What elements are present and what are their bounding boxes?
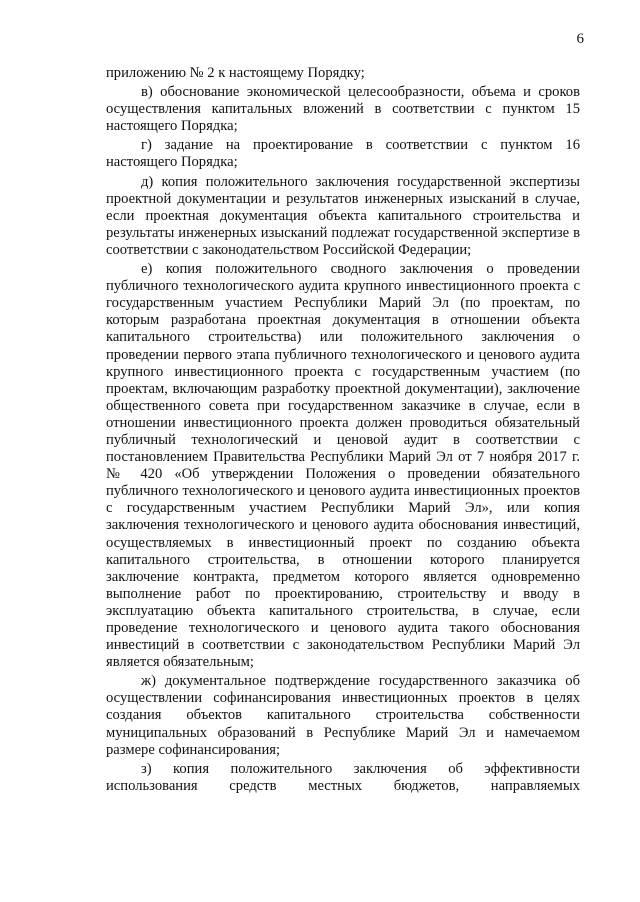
paragraph-item-zh: ж) документальное подтверждение государственного заказчика об осуществлении софинансирования инвестиционных проектов в целях создания объектов капитального строительства собственности муниципальных образований в Республике Марий Эл и намечаемом размере софинансирования; — [106, 673, 580, 758]
paragraph-continuation: приложению № 2 к настоящему Порядку; — [106, 65, 365, 81]
page-number: 6 — [576, 31, 584, 47]
paragraph-item-d: д) копия положительного заключения государственной экспертизы проектной документации и результатов инженерных изысканий в случае, если проектная документация объекта капитального строительства и результаты инженерных изысканий подлежат государственной экспертизе в соответствии с законодательством Российской Федерации; — [106, 173, 580, 258]
document-body — [106, 65, 580, 797]
paragraph-item-g: г) задание на проектирование в соответствии с пунктом 16 настоящего Порядка; — [106, 137, 580, 171]
paragraph-item-z: з) копия положительного заключения об эффективности использования средств местных бюджетов, направляемых — [106, 760, 580, 794]
paragraph-item-e: е) копия положительного сводного заключения о проведении публичного технологического аудита крупного инвестиционного проекта с государственным участием Республики Марий Эл (по проектам, по которым разработана проектная документация в отношении объекта капитального строительства) или положительного заключения о проведении первого этапа публичного технологического и ценового аудита крупного инвестиционного проекта с государственным участием (по проектам, включающим разработку проектной документации), заключение общественного совета при государственном заказчике в случае, если в отношении инвестиционного проекта должен проводиться обязательный публичный технологический и ценовой аудит в соответствии с постановлением Правительства Республики Марий Эл от 7 ноября 2017 г. № 420 «Об утверждении Положения о проведении обязательного публичного технологического и ценового аудита инвестиционных проектов с государственным участием Республики Марий Эл», или копия заключения технологического и ценового аудита обоснования инвестиций, осуществляемых в инвестиционный проект по созданию объекта капитального строительства, в отношении которого планируется заключение контракта, предметом которого является одновременно выполнение работ по проектированию, строительству и вводу в эксплуатацию объекта капитального строительства, в случае, если проведение технологического и ценового аудита такого обоснования инвестиций в соответствии с законодательством Республики Марий Эл является обязательным; — [106, 261, 580, 671]
paragraph-item-v: в) обоснование экономической целесообразности, объема и сроков осуществления капитальных вложений в соответствии с пунктом 15 настоящего Порядка; — [106, 84, 580, 135]
